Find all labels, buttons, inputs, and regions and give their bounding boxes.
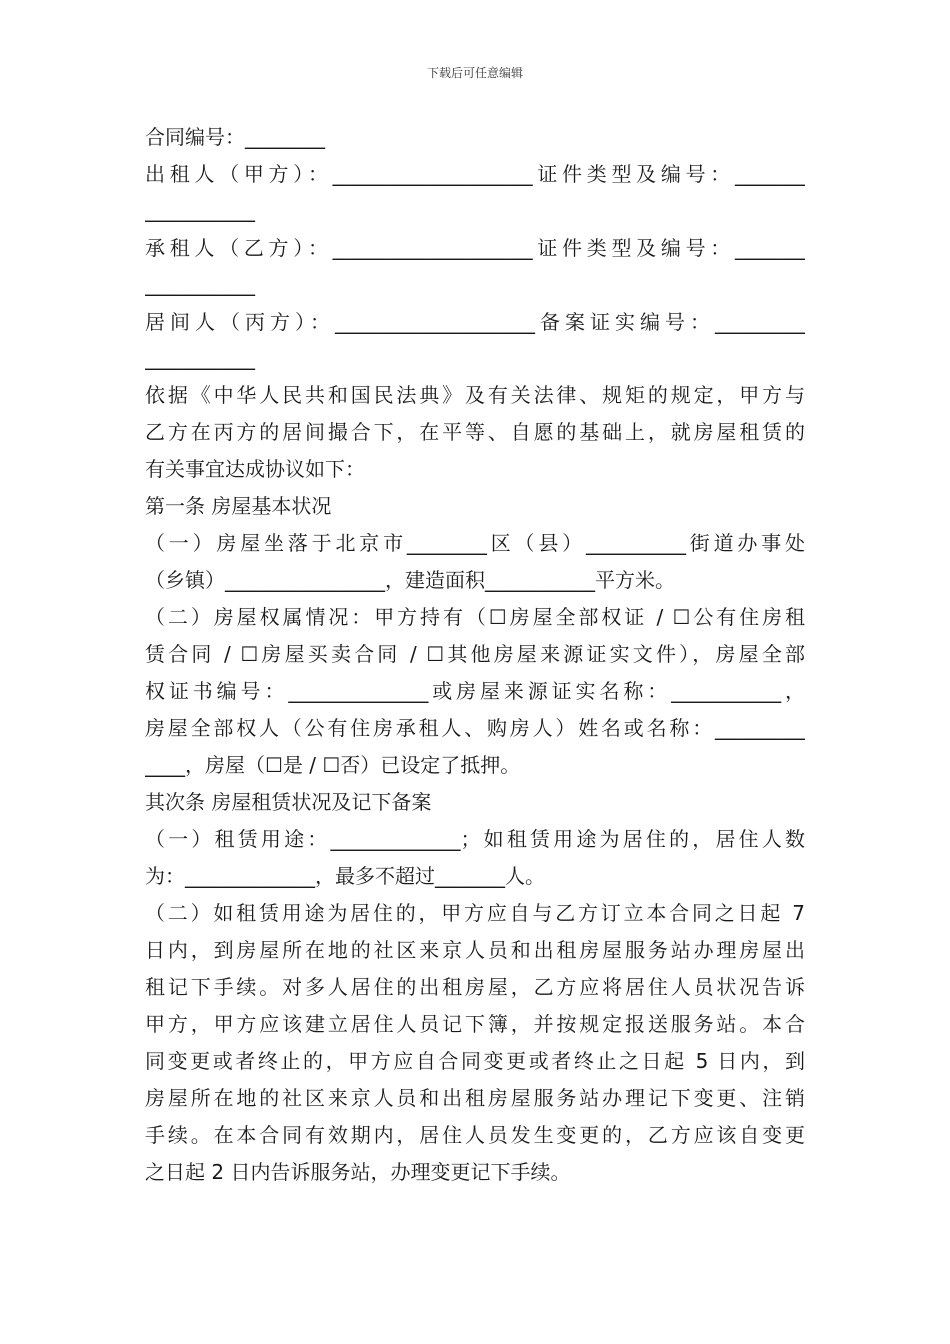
lessor-line-cont: ___________ bbox=[145, 198, 255, 222]
article-1-item-1-line-1: （一）房屋坐落于北京市________区（县）__________街道办事处 bbox=[145, 531, 805, 555]
article-1-item-2-line-2: 赁合同 / ☐房屋买卖合同 / ☐其他房屋来源证实文件），房屋全部 bbox=[145, 642, 805, 666]
article-2-item-2-line-2: 日内，到房屋所在地的社区来京人员和出租房屋服务站办理房屋出 bbox=[145, 938, 805, 962]
article-1-item-2-line-5: ____，房屋（☐是 / ☐否）已设定了抵押。 bbox=[145, 753, 521, 777]
preamble-line-1: 依据《中华人民共和国民法典》及有关法律、规矩的规定，甲方与 bbox=[145, 383, 805, 407]
lessor-line: 出租人（甲方）：____________________证件类型及编号：_______ bbox=[145, 162, 805, 186]
article-2-item-2-line-5: 同变更或者终止的，甲方应自合同变更或者终止之日起 5 日内，到 bbox=[145, 1049, 805, 1073]
article-2-item-2-line-6: 房屋所在地的社区来京人员和出租房屋服务站办理记下变更、注销 bbox=[145, 1086, 805, 1110]
page-header: 下载后可任意编辑 bbox=[426, 66, 523, 80]
article-2-item-2-line-3: 租记下手续。对多人居住的出租房屋，乙方应将居住人员状况告诉 bbox=[145, 975, 805, 999]
preamble-line-2: 乙方在丙方的居间撮合下，在平等、自愿的基础上，就房屋租赁的 bbox=[145, 420, 805, 444]
intermediary-line: 居间人（丙方）：____________________备案证实编号：_________ bbox=[145, 310, 805, 334]
article-2-item-2-line-4: 甲方，甲方应该建立居住人员记下簿，并按规定报送服务站。本合 bbox=[145, 1012, 805, 1036]
article-1-item-2-line-4: 房屋全部权人（公有住房承租人、购房人）姓名或名称：_________ bbox=[145, 716, 805, 740]
article-1-item-2-line-3: 权证书编号：______________或房屋来源证实名称：___________， bbox=[145, 679, 805, 703]
lessee-line: 承租人（乙方）：____________________证件类型及编号：_______ bbox=[145, 236, 805, 260]
article-2-item-2-line-7: 手续。在本合同有效期内，居住人员发生变更的，乙方应该自变更 bbox=[145, 1123, 805, 1147]
article-1-item-2-line-1: （二）房屋权属情况：甲方持有（☐房屋全部权证 / ☐公有住房租 bbox=[145, 605, 805, 629]
preamble-line-3: 有关事宜达成协议如下： bbox=[145, 457, 365, 481]
contract-number-line: 合同编号：________ bbox=[145, 125, 325, 149]
article-1-heading: 第一条 房屋基本状况 bbox=[145, 494, 332, 518]
intermediary-line-cont: ___________ bbox=[145, 346, 255, 370]
article-2-item-1-line-1: （一）租赁用途：_____________；如租赁用途为居住的，居住人数 bbox=[145, 827, 805, 851]
article-2-heading: 其次条 房屋租赁状况及记下备案 bbox=[145, 790, 432, 814]
article-2-item-2-line-1: （二）如租赁用途为居住的，甲方应自与乙方订立本合同之日起 7 bbox=[145, 901, 805, 925]
article-1-item-1-line-2: （乡镇）________________，建造面积___________平方米。 bbox=[145, 568, 675, 592]
article-2-item-1-line-2: 为：_____________，最多不超过_______人。 bbox=[145, 864, 545, 888]
lessee-line-cont: ___________ bbox=[145, 272, 255, 296]
article-2-item-2-line-8: 之日起 2 日内告诉服务站，办理变更记下手续。 bbox=[145, 1160, 571, 1184]
